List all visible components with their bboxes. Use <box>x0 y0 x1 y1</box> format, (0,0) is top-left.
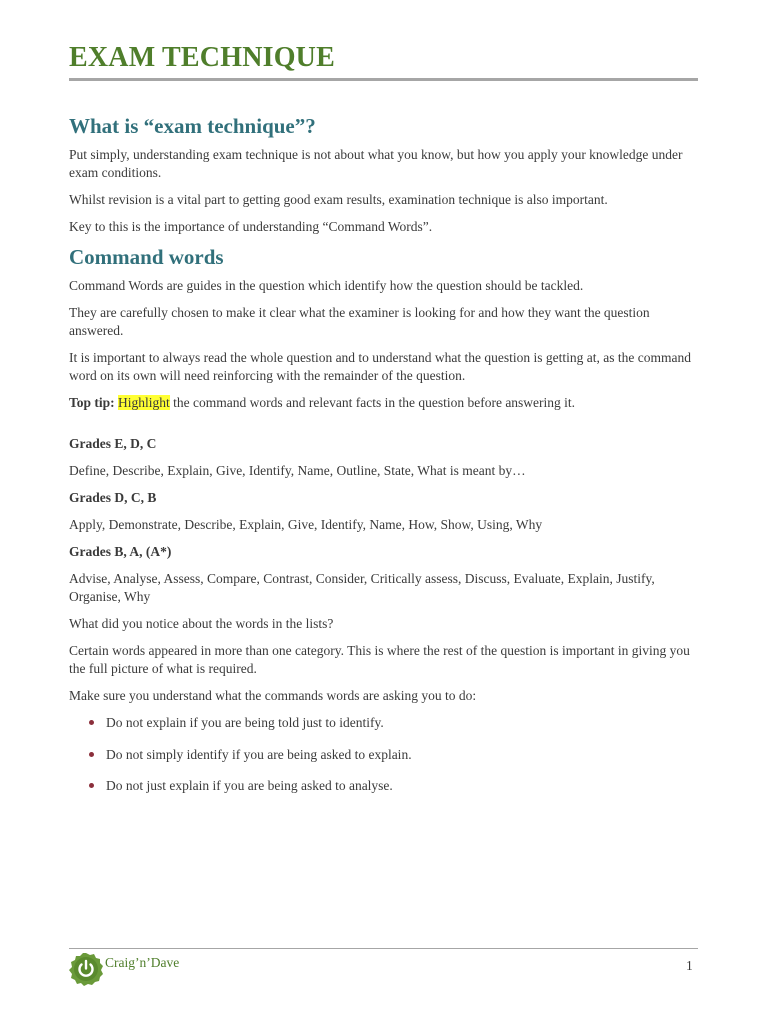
top-tip <box>69 394 698 412</box>
bullet-icon <box>89 783 94 788</box>
list-item <box>89 746 698 764</box>
list-item-text: Do not just explain if you are being asked to analyse. <box>106 778 393 793</box>
paragraph: Make sure you understand what the commands words are asking you to do: <box>69 688 477 703</box>
list-item <box>89 714 698 732</box>
paragraph: They are carefully chosen to make it clear what the examiner is looking for and how they want the question answered. <box>69 305 650 338</box>
grade-label-text: Grades E, D, C <box>69 436 157 451</box>
grade-label <box>69 435 698 453</box>
list-item-text: Do not explain if you are being told just to identify. <box>106 715 384 730</box>
document-body <box>69 112 698 809</box>
document-title: EXAM TECHNIQUE <box>69 42 335 73</box>
grade-words: Advise, Analyse, Assess, Compare, Contrast, Consider, Critically assess, Discuss, Evaluate, Explain, Justify, Organise, Why <box>69 571 655 604</box>
instruction-list <box>69 714 698 795</box>
grade-words: Define, Describe, Explain, Give, Identify, Name, Outline, State, What is meant by… <box>69 463 526 478</box>
brand-name: Craig’n’Dave <box>105 955 180 970</box>
spacer <box>69 421 698 435</box>
paragraph: Put simply, understanding exam technique is not about what you know, but how you apply your knowledge under exam conditions. <box>69 147 683 180</box>
top-tip-text: the command words and relevant facts in the question before answering it. <box>169 395 576 410</box>
list-item <box>89 777 698 795</box>
paragraph: Whilst revision is a vital part to getting good exam results, examination technique is also important. <box>69 192 608 207</box>
section-heading-command-words: Command words <box>69 245 224 269</box>
grade-label-text: Grades D, C, B <box>69 490 157 505</box>
section-heading-exam-technique: What is “exam technique”? <box>69 114 316 138</box>
bullet-icon <box>89 752 94 757</box>
paragraph: Command Words are guides in the question which identify how the question should be tackled. <box>69 278 584 293</box>
grade-label <box>69 543 698 561</box>
footer-divider <box>69 948 698 949</box>
grade-label <box>69 489 698 507</box>
top-tip-label: Top tip: <box>69 395 115 410</box>
grade-label-text: Grades B, A, (A*) <box>69 544 172 559</box>
list-item-text: Do not simply identify if you are being asked to explain. <box>106 746 412 762</box>
bullet-icon <box>89 720 94 725</box>
title-divider <box>69 78 698 81</box>
paragraph: It is important to always read the whole question and to understand what the question is getting at, as the command word on its own will need reinforcing with the remainder of the question. <box>69 350 691 383</box>
power-icon <box>66 951 106 987</box>
page-number: 1 <box>686 958 693 973</box>
grade-words: Apply, Demonstrate, Describe, Explain, Give, Identify, Name, How, Show, Using, Why <box>69 517 543 532</box>
paragraph: What did you notice about the words in the lists? <box>69 616 334 631</box>
paragraph: Key to this is the importance of understanding “Command Words”. <box>69 219 433 234</box>
paragraph: Certain words appeared in more than one category. This is where the rest of the question is important in giving you the full picture of what is required. <box>69 643 690 676</box>
highlighted-word: Highlight <box>118 395 170 410</box>
